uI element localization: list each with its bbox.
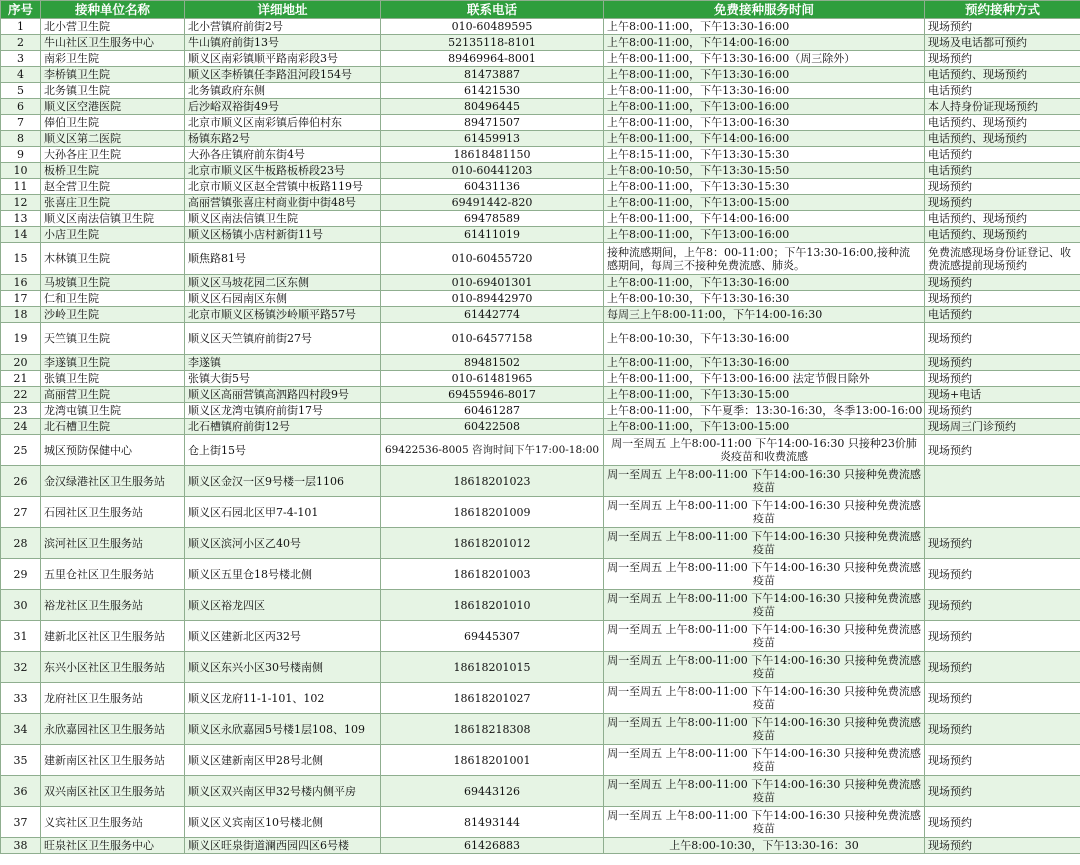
cell-hours: 周一至周五 上午8:00-11:00 下午14:00-16:30 只接种免费流感疫苗 <box>604 745 925 776</box>
cell-phone: 010-89442970 <box>381 291 604 307</box>
cell-name: 顺义区空港医院 <box>41 99 185 115</box>
cell-hours: 周一至周五 上午8:00-11:00 下午14:00-16:30 只接种免费流感疫苗 <box>604 807 925 838</box>
cell-address: 北京市顺义区牛板路板桥段23号 <box>185 163 381 179</box>
cell-address: 仓上街15号 <box>185 435 381 466</box>
cell-hours: 周一至周五 上午8:00-11:00 下午14:00-16:30 只接种免费流感疫苗 <box>604 621 925 652</box>
cell-name: 仁和卫生院 <box>41 291 185 307</box>
cell-name: 城区预防保健中心 <box>41 435 185 466</box>
cell-phone: 18618201023 <box>381 466 604 497</box>
cell-no: 4 <box>1 67 41 83</box>
cell-address: 顺义区天竺镇府前街27号 <box>185 323 381 355</box>
cell-method: 现场预约 <box>925 745 1080 776</box>
table-row <box>1 115 1080 131</box>
cell-address: 顺焦路81号 <box>185 243 381 275</box>
header-hours: 免费接种服务时间 <box>604 1 925 19</box>
cell-name: 建新南区社区卫生服务站 <box>41 745 185 776</box>
cell-phone: 010-64577158 <box>381 323 604 355</box>
cell-phone: 61426883 <box>381 838 604 854</box>
cell-no: 7 <box>1 115 41 131</box>
cell-phone: 60461287 <box>381 403 604 419</box>
cell-hours: 上午8:00-11:00，下午13:30-16:00 <box>604 275 925 291</box>
cell-phone: 52135118-8101 <box>381 35 604 51</box>
cell-no: 19 <box>1 323 41 355</box>
cell-phone: 010-69401301 <box>381 275 604 291</box>
cell-address: 顺义区南彩镇顺平路南彩段3号 <box>185 51 381 67</box>
cell-method: 现场预约 <box>925 590 1080 621</box>
cell-method: 现场预约 <box>925 403 1080 419</box>
header-no: 序号 <box>1 1 41 19</box>
cell-address: 顺义区南法信镇卫生院 <box>185 211 381 227</box>
cell-no: 33 <box>1 683 41 714</box>
cell-address: 顺义区李桥镇任李路沮河段154号 <box>185 67 381 83</box>
table-row <box>1 51 1080 67</box>
cell-name: 高丽营卫生院 <box>41 387 185 403</box>
cell-name: 板桥卫生院 <box>41 163 185 179</box>
cell-hours: 上午8:00-10:30，下午13:30-16:30 <box>604 291 925 307</box>
cell-no: 6 <box>1 99 41 115</box>
cell-phone: 60431136 <box>381 179 604 195</box>
table-row <box>1 590 1080 621</box>
cell-no: 1 <box>1 19 41 35</box>
cell-hours: 上午8:00-11:00，下午13:00-16:00 法定节假日除外 <box>604 371 925 387</box>
cell-phone: 18618201012 <box>381 528 604 559</box>
cell-address: 顺义区高丽营镇高泗路四村段9号 <box>185 387 381 403</box>
table-row <box>1 35 1080 51</box>
cell-address: 顺义区双兴南区甲32号楼内侧平房 <box>185 776 381 807</box>
cell-name: 俸伯卫生院 <box>41 115 185 131</box>
cell-method <box>925 466 1080 497</box>
cell-no: 27 <box>1 497 41 528</box>
header-address: 详细地址 <box>185 1 381 19</box>
cell-phone: 69491442-820 <box>381 195 604 211</box>
table-row <box>1 179 1080 195</box>
cell-method: 电话预约 <box>925 147 1080 163</box>
cell-name: 裕龙社区卫生服务站 <box>41 590 185 621</box>
cell-hours: 上午8:00-11:00，下午13:00-16:00 <box>604 227 925 243</box>
cell-method: 现场预约 <box>925 275 1080 291</box>
table-row <box>1 403 1080 419</box>
cell-hours: 上午8:00-11:00，下午13:00-16:30 <box>604 115 925 131</box>
cell-phone: 010-61481965 <box>381 371 604 387</box>
cell-hours: 周一至周五 上午8:00-11:00 下午14:00-16:30 只接种免费流感疫苗 <box>604 776 925 807</box>
cell-address: 北京市顺义区杨镇沙岭顺平路57号 <box>185 307 381 323</box>
cell-method: 现场预约 <box>925 435 1080 466</box>
cell-no: 32 <box>1 652 41 683</box>
cell-address: 顺义区旺泉街道澜西园四区6号楼 <box>185 838 381 854</box>
cell-name: 李桥镇卫生院 <box>41 67 185 83</box>
cell-phone: 69445307 <box>381 621 604 652</box>
cell-no: 12 <box>1 195 41 211</box>
cell-method: 现场预约 <box>925 838 1080 854</box>
table-row <box>1 652 1080 683</box>
cell-method: 电话预约、现场预约 <box>925 67 1080 83</box>
cell-hours: 周一至周五 上午8:00-11:00 下午14:00-16:30 只接种23价肺炎疫苗和收费流感 <box>604 435 925 466</box>
cell-hours: 上午8:00-11:00，下午13:30-16:00 <box>604 19 925 35</box>
cell-hours: 上午8:00-10:50，下午13:30-15:50 <box>604 163 925 179</box>
cell-address: 北京市顺义区赵全营镇中板路119号 <box>185 179 381 195</box>
table-row <box>1 195 1080 211</box>
cell-phone: 18618218308 <box>381 714 604 745</box>
cell-no: 31 <box>1 621 41 652</box>
cell-no: 17 <box>1 291 41 307</box>
cell-phone: 18618201015 <box>381 652 604 683</box>
cell-method: 现场+电话 <box>925 387 1080 403</box>
cell-phone: 61421530 <box>381 83 604 99</box>
cell-name: 小店卫生院 <box>41 227 185 243</box>
cell-address: 北小营镇府前街2号 <box>185 19 381 35</box>
cell-address: 顺义区永欣嘉园5号楼1层108、109 <box>185 714 381 745</box>
table-row <box>1 528 1080 559</box>
table-row <box>1 621 1080 652</box>
cell-name: 旺泉社区卫生服务中心 <box>41 838 185 854</box>
cell-no: 28 <box>1 528 41 559</box>
cell-no: 2 <box>1 35 41 51</box>
table-row <box>1 745 1080 776</box>
cell-no: 14 <box>1 227 41 243</box>
cell-no: 24 <box>1 419 41 435</box>
cell-method: 现场预约 <box>925 714 1080 745</box>
cell-hours: 上午8:00-11:00，下午13:00-16:00 <box>604 99 925 115</box>
cell-no: 25 <box>1 435 41 466</box>
cell-address: 顺义区裕龙四区 <box>185 590 381 621</box>
cell-no: 21 <box>1 371 41 387</box>
cell-address: 北务镇政府东侧 <box>185 83 381 99</box>
cell-hours: 上午8:00-11:00，下午13:30-16:00 <box>604 355 925 371</box>
cell-hours: 上午8:00-11:00，下午14:00-16:00 <box>604 131 925 147</box>
cell-no: 10 <box>1 163 41 179</box>
cell-name: 南彩卫生院 <box>41 51 185 67</box>
cell-name: 滨河社区卫生服务站 <box>41 528 185 559</box>
cell-name: 李遂镇卫生院 <box>41 355 185 371</box>
cell-hours: 周一至周五 上午8:00-11:00 下午14:00-16:30 只接种免费流感疫苗 <box>604 714 925 745</box>
cell-hours: 周一至周五 上午8:00-11:00 下午14:00-16:30 只接种免费流感疫苗 <box>604 528 925 559</box>
cell-address: 顺义区义宾南区10号楼北侧 <box>185 807 381 838</box>
cell-method: 现场预约 <box>925 621 1080 652</box>
table-row <box>1 131 1080 147</box>
table-row <box>1 435 1080 466</box>
cell-phone: 89469964-8001 <box>381 51 604 67</box>
cell-no: 8 <box>1 131 41 147</box>
cell-phone: 80496445 <box>381 99 604 115</box>
cell-method: 现场预约 <box>925 807 1080 838</box>
cell-phone: 61411019 <box>381 227 604 243</box>
cell-name: 天竺镇卫生院 <box>41 323 185 355</box>
cell-hours: 上午8:00-10:30，下午13:30-16:00 <box>604 323 925 355</box>
cell-name: 大孙各庄卫生院 <box>41 147 185 163</box>
cell-address: 顺义区龙府11-1-101、102 <box>185 683 381 714</box>
cell-hours: 周一至周五 上午8:00-11:00 下午14:00-16:30 只接种免费流感疫苗 <box>604 466 925 497</box>
cell-phone: 69443126 <box>381 776 604 807</box>
cell-name: 龙府社区卫生服务站 <box>41 683 185 714</box>
cell-phone: 69422536-8005 咨询时间下午17:00-18:00 <box>381 435 604 466</box>
table-row <box>1 163 1080 179</box>
table-row <box>1 67 1080 83</box>
cell-phone: 18618201009 <box>381 497 604 528</box>
cell-no: 34 <box>1 714 41 745</box>
table-row <box>1 19 1080 35</box>
table-row <box>1 371 1080 387</box>
cell-name: 建新北区社区卫生服务站 <box>41 621 185 652</box>
cell-name: 五里仓社区卫生服务站 <box>41 559 185 590</box>
cell-method: 现场预约 <box>925 528 1080 559</box>
cell-no: 38 <box>1 838 41 854</box>
table-row <box>1 559 1080 590</box>
table-row <box>1 355 1080 371</box>
cell-name: 双兴南区社区卫生服务站 <box>41 776 185 807</box>
cell-address: 顺义区石园北区甲7-4-101 <box>185 497 381 528</box>
cell-method: 电话预约、现场预约 <box>925 227 1080 243</box>
cell-method: 现场预约 <box>925 179 1080 195</box>
cell-phone: 18618201027 <box>381 683 604 714</box>
cell-method: 现场预约 <box>925 652 1080 683</box>
table-header-row <box>1 1 1080 19</box>
cell-no: 35 <box>1 745 41 776</box>
cell-hours: 上午8:00-11:00，下午13:30-15:30 <box>604 179 925 195</box>
cell-phone: 18618201001 <box>381 745 604 776</box>
cell-name: 张喜庄卫生院 <box>41 195 185 211</box>
cell-name: 北务镇卫生院 <box>41 83 185 99</box>
cell-phone: 010-60489595 <box>381 19 604 35</box>
cell-address: 北京市顺义区南彩镇后俸伯村东 <box>185 115 381 131</box>
cell-name: 赵全营卫生院 <box>41 179 185 195</box>
cell-address: 后沙峪双裕街49号 <box>185 99 381 115</box>
cell-hours: 上午8:00-11:00，下午13:30-16:00 <box>604 83 925 99</box>
cell-address: 顺义区杨镇小店村新街11号 <box>185 227 381 243</box>
cell-method: 现场周三门诊预约 <box>925 419 1080 435</box>
cell-phone: 010-60441203 <box>381 163 604 179</box>
cell-no: 9 <box>1 147 41 163</box>
cell-name: 义宾社区卫生服务站 <box>41 807 185 838</box>
cell-method: 现场预约 <box>925 51 1080 67</box>
cell-address: 顺义区建新北区丙32号 <box>185 621 381 652</box>
cell-hours: 上午8:15-11:00，下午13:30-15:30 <box>604 147 925 163</box>
cell-address: 顺义区东兴小区30号楼南侧 <box>185 652 381 683</box>
cell-method: 现场预约 <box>925 291 1080 307</box>
table-row <box>1 227 1080 243</box>
cell-no: 15 <box>1 243 41 275</box>
cell-method: 电话预约、现场预约 <box>925 211 1080 227</box>
cell-no: 36 <box>1 776 41 807</box>
cell-method: 现场预约 <box>925 195 1080 211</box>
table-row <box>1 83 1080 99</box>
cell-address: 顺义区五里仓18号楼北侧 <box>185 559 381 590</box>
cell-hours: 上午8:00-11:00，下午夏季：13:30-16:30，冬季13:00-16:00 <box>604 403 925 419</box>
table-row <box>1 683 1080 714</box>
header-name: 接种单位名称 <box>41 1 185 19</box>
cell-address: 大孙各庄镇府前东街4号 <box>185 147 381 163</box>
cell-no: 37 <box>1 807 41 838</box>
cell-address: 张镇大街5号 <box>185 371 381 387</box>
header-phone: 联系电话 <box>381 1 604 19</box>
table-row <box>1 387 1080 403</box>
cell-name: 沙岭卫生院 <box>41 307 185 323</box>
header-method: 预约接种方式 <box>925 1 1080 19</box>
cell-hours: 周一至周五 上午8:00-11:00 下午14:00-16:30 只接种免费流感疫苗 <box>604 497 925 528</box>
table-body <box>1 19 1080 854</box>
cell-method: 电话预约、现场预约 <box>925 115 1080 131</box>
cell-hours: 接种流感期间，上午8：00-11:00；下午13:30-16:00,接种流感期间，每周三不接种免费流感、肺炎。 <box>604 243 925 275</box>
cell-phone: 69455946-8017 <box>381 387 604 403</box>
cell-hours: 上午8:00-11:00，下午14:00-16:00 <box>604 211 925 227</box>
cell-hours: 上午8:00-11:00，下午13:30-15:00 <box>604 387 925 403</box>
cell-hours: 周一至周五 上午8:00-11:00 下午14:00-16:30 只接种免费流感疫苗 <box>604 590 925 621</box>
cell-phone: 81473887 <box>381 67 604 83</box>
cell-address: 高丽营镇张喜庄村商业街中街48号 <box>185 195 381 211</box>
cell-no: 3 <box>1 51 41 67</box>
cell-method: 现场预约 <box>925 776 1080 807</box>
cell-no: 11 <box>1 179 41 195</box>
cell-no: 13 <box>1 211 41 227</box>
cell-hours: 周一至周五 上午8:00-11:00 下午14:00-16:30 只接种免费流感疫苗 <box>604 559 925 590</box>
cell-address: 李遂镇 <box>185 355 381 371</box>
cell-address: 牛山镇府前街13号 <box>185 35 381 51</box>
cell-name: 北石槽卫生院 <box>41 419 185 435</box>
cell-name: 木林镇卫生院 <box>41 243 185 275</box>
cell-phone: 18618201003 <box>381 559 604 590</box>
cell-phone: 61442774 <box>381 307 604 323</box>
table-row <box>1 243 1080 275</box>
cell-hours: 上午8:00-11:00，下午14:00-16:00 <box>604 35 925 51</box>
cell-method <box>925 497 1080 528</box>
cell-phone: 69478589 <box>381 211 604 227</box>
cell-method: 现场预约 <box>925 559 1080 590</box>
table-row <box>1 419 1080 435</box>
cell-phone: 010-60455720 <box>381 243 604 275</box>
cell-method: 本人持身份证现场预约 <box>925 99 1080 115</box>
cell-phone: 18618201010 <box>381 590 604 621</box>
table-row <box>1 714 1080 745</box>
cell-phone: 81493144 <box>381 807 604 838</box>
cell-no: 26 <box>1 466 41 497</box>
cell-hours: 上午8:00-11:00，下午13:30-16:00 <box>604 67 925 83</box>
cell-no: 18 <box>1 307 41 323</box>
cell-name: 东兴小区社区卫生服务站 <box>41 652 185 683</box>
cell-no: 23 <box>1 403 41 419</box>
table-row <box>1 838 1080 854</box>
table-row <box>1 307 1080 323</box>
cell-hours: 上午8:00-11:00，下午13:00-15:00 <box>604 419 925 435</box>
cell-no: 30 <box>1 590 41 621</box>
cell-method: 现场预约 <box>925 371 1080 387</box>
cell-method: 电话预约 <box>925 163 1080 179</box>
cell-hours: 周一至周五 上午8:00-11:00 下午14:00-16:30 只接种免费流感疫苗 <box>604 652 925 683</box>
cell-method: 现场预约 <box>925 323 1080 355</box>
table-row <box>1 466 1080 497</box>
cell-no: 20 <box>1 355 41 371</box>
cell-no: 16 <box>1 275 41 291</box>
table-row <box>1 147 1080 163</box>
cell-phone: 60422508 <box>381 419 604 435</box>
cell-name: 马坡镇卫生院 <box>41 275 185 291</box>
cell-phone: 18618481150 <box>381 147 604 163</box>
cell-phone: 89471507 <box>381 115 604 131</box>
cell-hours: 上午8:00-10:30，下午13:30-16：30 <box>604 838 925 854</box>
cell-method: 现场预约 <box>925 683 1080 714</box>
table-row <box>1 99 1080 115</box>
table-row <box>1 776 1080 807</box>
cell-address: 顺义区石园南区东侧 <box>185 291 381 307</box>
cell-name: 龙湾屯镇卫生院 <box>41 403 185 419</box>
cell-address: 杨镇东路2号 <box>185 131 381 147</box>
cell-name: 顺义区第二医院 <box>41 131 185 147</box>
cell-no: 5 <box>1 83 41 99</box>
table-row <box>1 291 1080 307</box>
cell-method: 电话预约、现场预约 <box>925 131 1080 147</box>
cell-name: 张镇卫生院 <box>41 371 185 387</box>
cell-phone: 61459913 <box>381 131 604 147</box>
cell-hours: 上午8:00-11:00，下午13:30-16:00（周三除外） <box>604 51 925 67</box>
cell-method: 电话预约 <box>925 307 1080 323</box>
cell-method: 电话预约 <box>925 83 1080 99</box>
cell-address: 顺义区金汉一区9号楼一层1106 <box>185 466 381 497</box>
cell-name: 牛山社区卫生服务中心 <box>41 35 185 51</box>
cell-address: 顺义区建新南区甲28号北侧 <box>185 745 381 776</box>
table-row <box>1 497 1080 528</box>
cell-method: 现场预约 <box>925 355 1080 371</box>
cell-no: 22 <box>1 387 41 403</box>
cell-hours: 每周三上午8:00-11:00，下午14:00-16:30 <box>604 307 925 323</box>
cell-address: 北石槽镇府前街12号 <box>185 419 381 435</box>
cell-hours: 周一至周五 上午8:00-11:00 下午14:00-16:30 只接种免费流感疫苗 <box>604 683 925 714</box>
cell-name: 石园社区卫生服务站 <box>41 497 185 528</box>
cell-phone: 89481502 <box>381 355 604 371</box>
cell-method: 现场及电话都可预约 <box>925 35 1080 51</box>
cell-address: 顺义区滨河小区乙40号 <box>185 528 381 559</box>
cell-no: 29 <box>1 559 41 590</box>
cell-address: 顺义区龙湾屯镇府前街17号 <box>185 403 381 419</box>
cell-name: 北小营卫生院 <box>41 19 185 35</box>
cell-method: 免费流感现场身份证登记、收费流感提前现场预约 <box>925 243 1080 275</box>
cell-name: 顺义区南法信镇卫生院 <box>41 211 185 227</box>
cell-method: 现场预约 <box>925 19 1080 35</box>
cell-hours: 上午8:00-11:00，下午13:00-15:00 <box>604 195 925 211</box>
cell-name: 永欣嘉园社区卫生服务站 <box>41 714 185 745</box>
cell-name: 金汉绿港社区卫生服务站 <box>41 466 185 497</box>
table-row <box>1 807 1080 838</box>
table-row <box>1 211 1080 227</box>
cell-address: 顺义区马坡花园二区东侧 <box>185 275 381 291</box>
table-row <box>1 323 1080 355</box>
table-row <box>1 275 1080 291</box>
